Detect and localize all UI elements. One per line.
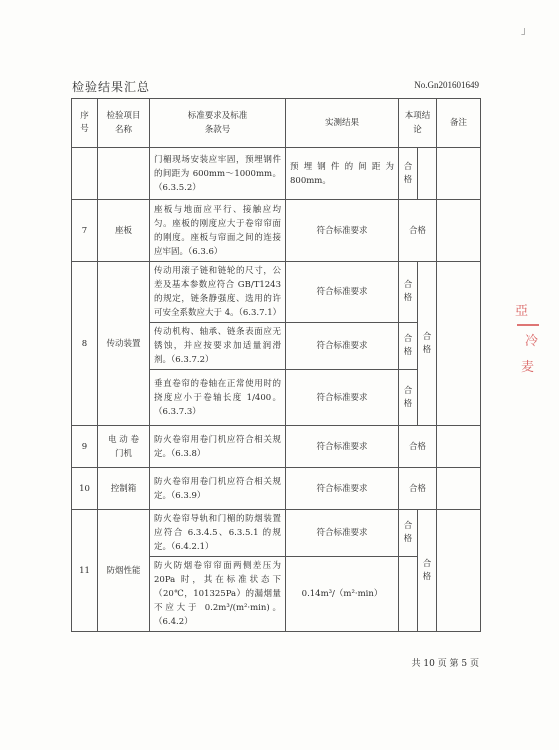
- row-conclusion: [418, 148, 437, 200]
- row-sub-conclusion: 合格: [399, 510, 418, 557]
- row-result: 符合标准要求: [286, 468, 399, 510]
- row-seq: 9: [72, 426, 98, 468]
- page-footer: 共 10 页 第 5 页: [411, 659, 479, 669]
- row-result: 符合标准要求: [286, 262, 399, 323]
- row-sub-conclusion: 合格: [399, 370, 418, 426]
- row-seq: 7: [72, 200, 98, 262]
- row-requirement: 传动用滚子链和链轮的尺寸，公差及基本参数应符合 GB/T1243 的规定，链条静强度、选用的许可安全系数应大于 4。（6.3.7.1）: [150, 262, 286, 323]
- table-row: [72, 426, 481, 468]
- row-seq: [72, 148, 98, 200]
- row-conclusion: 合格: [399, 200, 437, 262]
- table-row: [72, 148, 481, 200]
- report-number: No.Gn201601649: [414, 80, 479, 90]
- header-remark: 备注: [437, 99, 481, 148]
- row-requirement: 防火防烟卷帘帘面两侧差压为 20Pa 时，其在标准状态下（20℃，101325Pa）的漏烟量不应大于 0.2m³/(m²·min)。（6.4.2）: [150, 557, 286, 632]
- row-item: 控制箱: [98, 468, 150, 510]
- row-conclusion: 合格: [399, 468, 437, 510]
- table-row: [72, 200, 481, 262]
- row-result: 符合标准要求: [286, 510, 399, 557]
- page-title: 检验结果汇总: [72, 80, 151, 94]
- row-seq: 8: [72, 262, 98, 426]
- row-item: 座板: [98, 200, 150, 262]
- row-requirement: 传动机构、轴承、链条表面应无锈蚀，并应按要求加适量润滑剂。（6.3.7.2）: [150, 323, 286, 370]
- table-row: [72, 468, 481, 510]
- row-remark: [437, 468, 481, 510]
- row-sub-conclusion: [399, 557, 418, 632]
- row-result: 预埋钢件的间距为800mm。: [286, 148, 399, 200]
- table-row: [72, 262, 481, 323]
- row-requirement: 门楣现场安装应牢固，预埋钢件的间距为 600mm～1000mm。（6.3.5.2）: [150, 148, 286, 200]
- row-sub-conclusion: 合格: [399, 323, 418, 370]
- corner-mark: 」: [521, 26, 531, 37]
- row-result: 符合标准要求: [286, 370, 399, 426]
- table-row: [72, 510, 481, 557]
- row-remark: [437, 200, 481, 262]
- row-sub-conclusion: 合格: [399, 148, 418, 200]
- row-requirement: 防火卷帘导轨和门楣的防烟装置应符合 6.3.4.5、6.3.5.1 的规定。（6.4.2.1）: [150, 510, 286, 557]
- row-seq: 11: [72, 510, 98, 632]
- row-sub-conclusion: 合格: [399, 262, 418, 323]
- row-item: 电 动 卷门机: [98, 426, 150, 468]
- row-conclusion: 合格: [399, 426, 437, 468]
- row-item: 传动装置: [98, 262, 150, 426]
- header-requirement: 标准要求及标准条款号: [150, 99, 286, 148]
- results-table: [71, 98, 481, 632]
- row-result: 符合标准要求: [286, 200, 399, 262]
- row-requirement: 防火卷帘用卷门机应符合相关规定。（6.3.8）: [150, 426, 286, 468]
- row-result: 符合标准要求: [286, 323, 399, 370]
- row-conclusion: 合格: [418, 262, 437, 426]
- red-seal-stamp: 亞 冷 麦: [515, 304, 539, 375]
- row-item: [98, 148, 150, 200]
- row-conclusion: 合格: [418, 510, 437, 632]
- row-result: 符合标准要求: [286, 426, 399, 468]
- row-item: 防烟性能: [98, 510, 150, 632]
- header-item: 检验项目名称: [98, 99, 150, 148]
- table-header-row: [72, 99, 481, 148]
- row-requirement: 防火卷帘用卷门机应符合相关规定。（6.3.9）: [150, 468, 286, 510]
- row-requirement: 垂直卷帘的卷轴在正常使用时的挠度应小于卷轴长度 1/400。（6.3.7.3）: [150, 370, 286, 426]
- header-seq: 序号: [72, 99, 98, 148]
- header-conclusion: 本项结论: [399, 99, 437, 148]
- row-remark: [437, 148, 481, 200]
- row-remark: [437, 510, 481, 632]
- row-remark: [437, 426, 481, 468]
- row-remark: [437, 262, 481, 426]
- row-result: 0.14m³/（m²·min）: [286, 557, 399, 632]
- header-result: 实测结果: [286, 99, 399, 148]
- row-seq: 10: [72, 468, 98, 510]
- row-requirement: 座板与地面应平行、接触应均匀。座板的刚度应大于卷帘帘面的刚度。座板与帘面之间的连接应牢固。（6.3.6）: [150, 200, 286, 262]
